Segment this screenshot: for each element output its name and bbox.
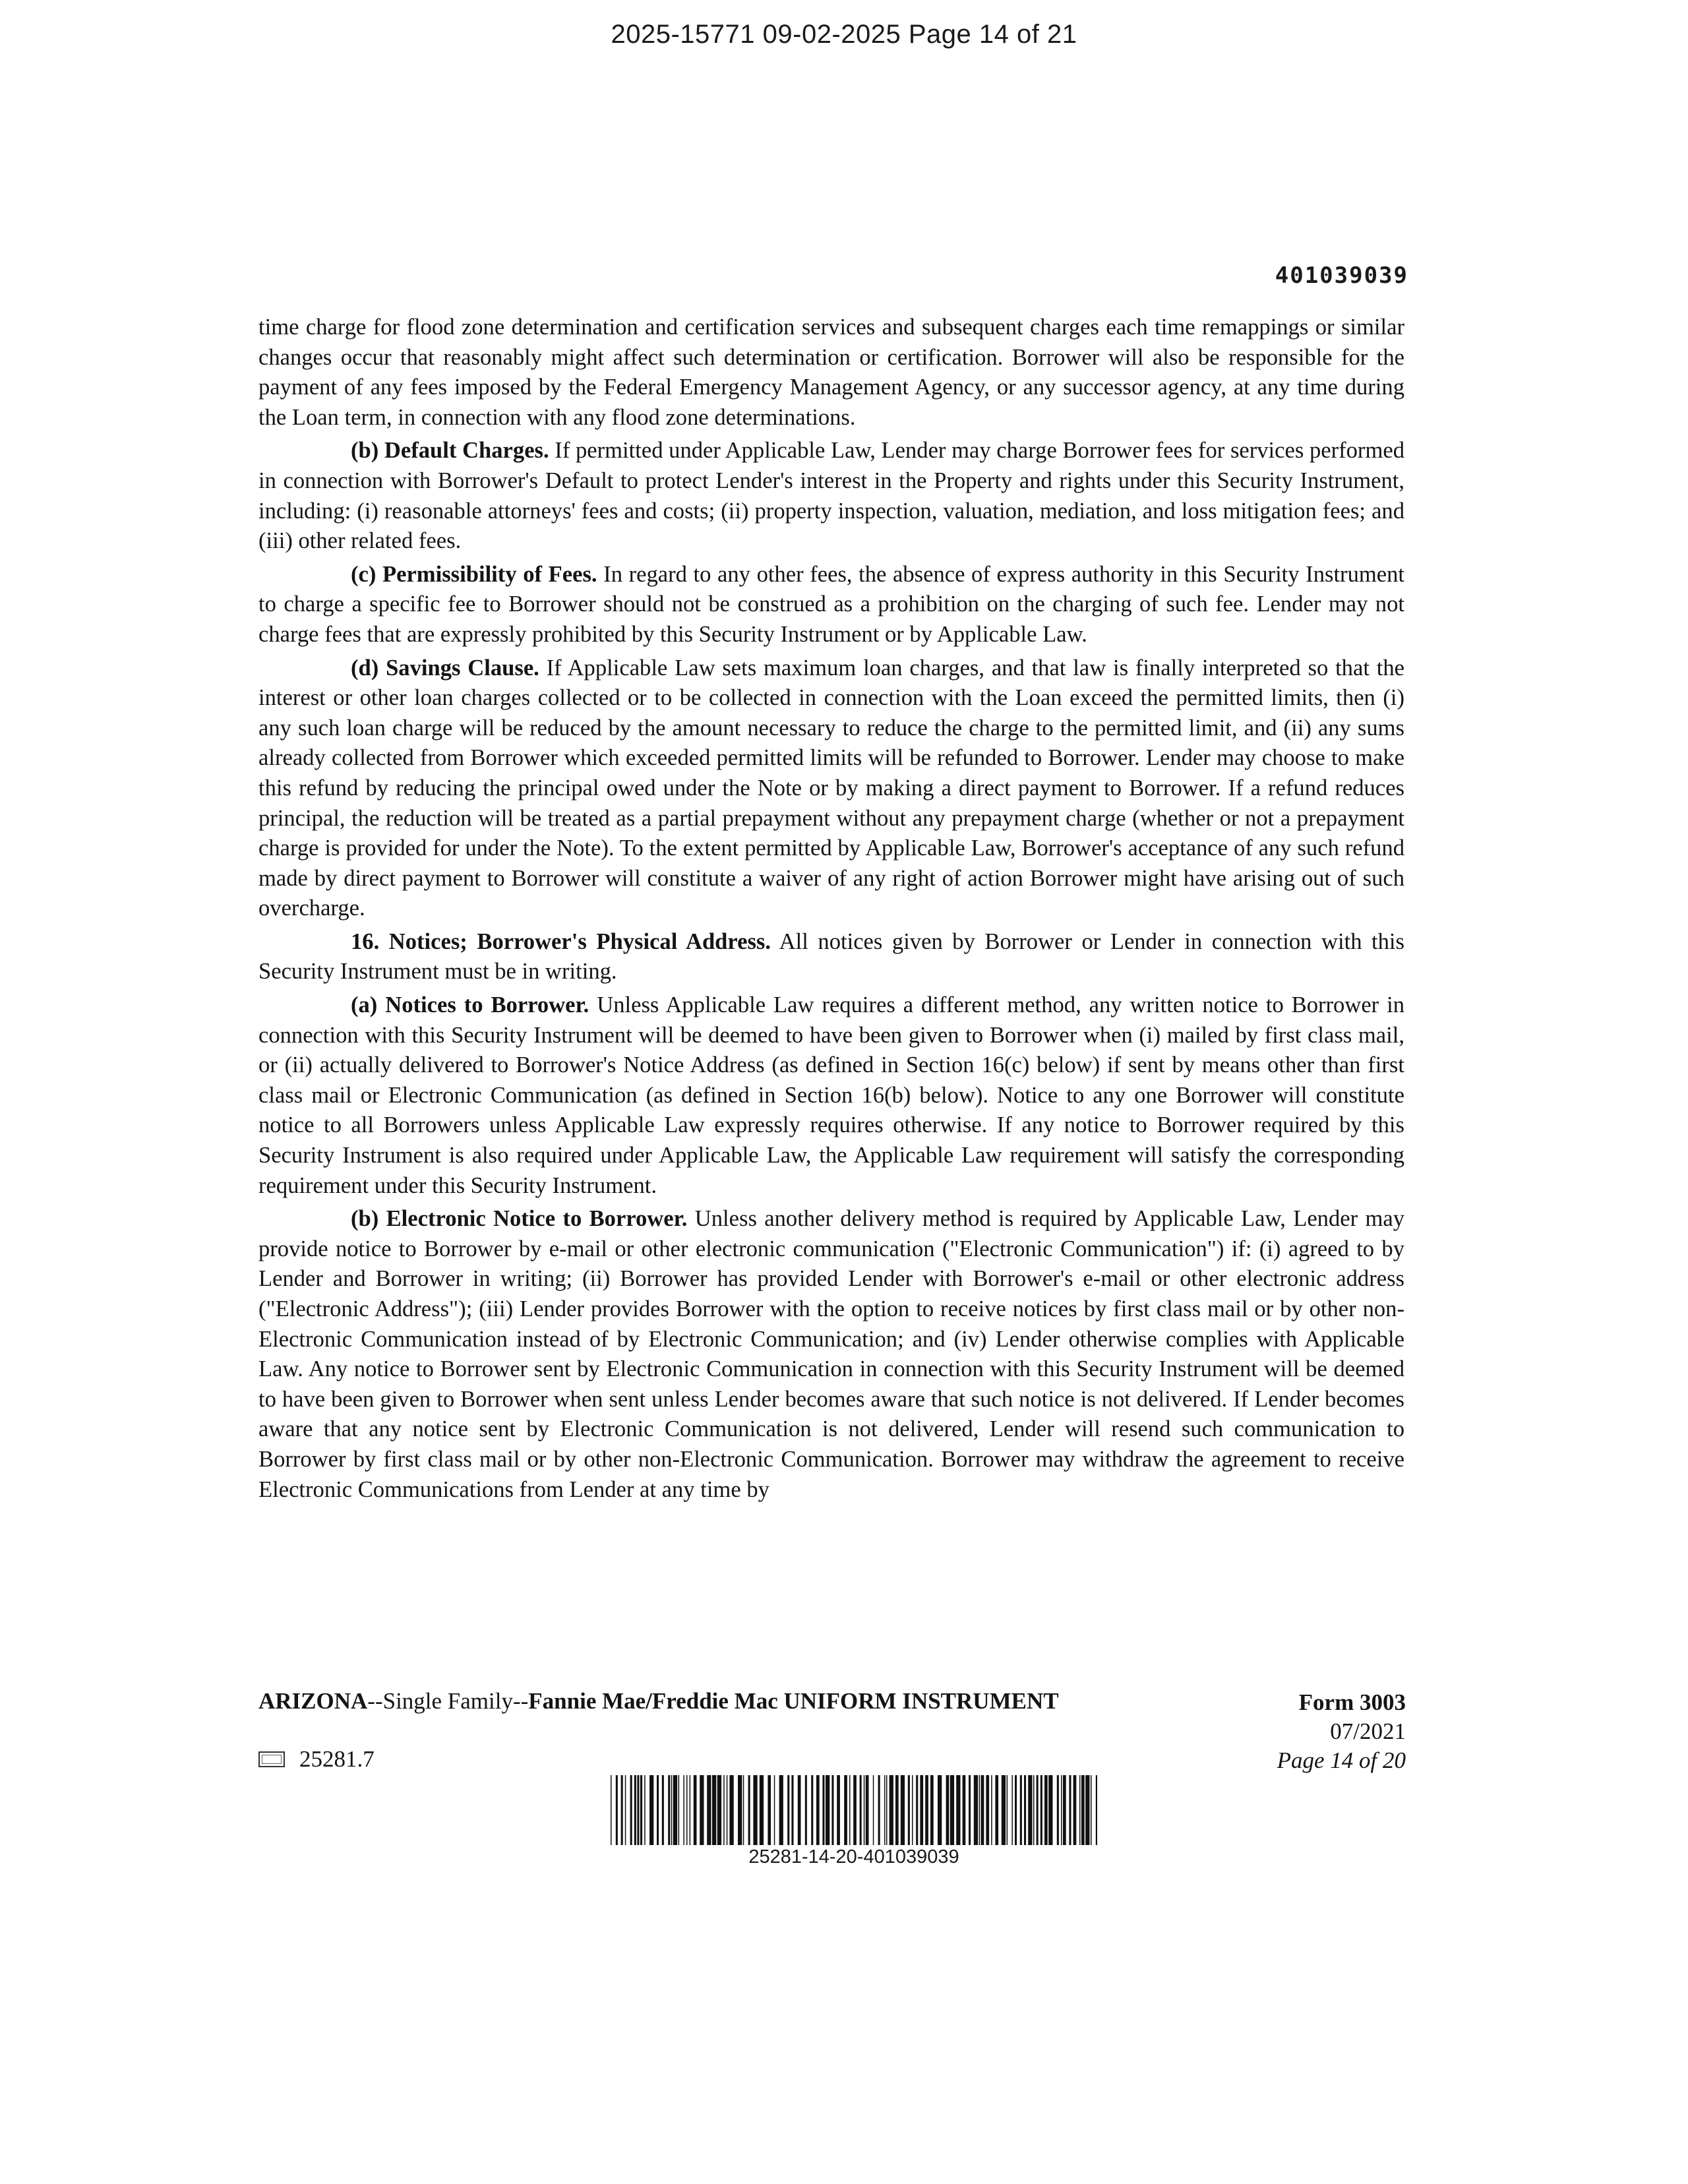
barcode-bar [723,1775,725,1845]
barcode-bar [864,1775,865,1845]
barcode-bar [1020,1775,1022,1845]
barcode-bar [686,1775,688,1845]
footer-state: ARIZONA [258,1688,368,1714]
paragraph-notices [258,927,1404,987]
text-electronic-notice: Unless another delivery method is required by Applicable Law, Lender may provide notice to Borrower by e-mail or other electronic communication ("Electronic Communication") if: (i) agreed to by Lender and Borrower in writing; (ii) Borrower has provided Lender with Borrower's e-mail or other electronic address ("Electronic Address"); (iii) Lender provides Borrower with the option to receive notices by first class mail or by other non-Electronic Communication instead of by Electronic Communication; and (iv) Lender otherwise complies with Applicable Law. Any notice to Borrower sent by Electronic Communication in connection with this Security Instrument will be deemed to have been given to Borrower when sent unless Lender becomes aware that such notice is not delivered. If Lender becomes aware that any notice sent by Electronic Communication is not delivered, Lender will resend such communication to Borrower by first class mail or by other non-Electronic Communication. Borrower may withdraw the agreement to receive Electronic Communications from Lender at any time by [258,1206,1404,1502]
barcode-bar [1002,1775,1006,1845]
barcode-bar [649,1775,653,1845]
barcode-bar [920,1775,923,1845]
barcode-bar [878,1775,880,1845]
barcode-bar [1015,1775,1017,1845]
barcode-bar [849,1775,851,1845]
form-page-number: Page 14 of 20 [1277,1747,1406,1773]
barcode-bar [986,1775,989,1845]
form-date: 07/2021 [1330,1718,1406,1744]
barcode-bar [981,1775,984,1845]
barcode-bar [738,1775,742,1845]
loan-number: 401039039 [1275,262,1408,289]
barcode-bar [678,1775,680,1845]
heading-notices-to-borrower: (a) Notices to Borrower. [351,992,589,1018]
barcode-bar [805,1775,807,1845]
barcode-bar [950,1775,954,1845]
barcode-bar [1057,1775,1059,1845]
barcode-bar [1040,1775,1042,1845]
barcode-bar [991,1775,992,1845]
barcode-bar [1011,1775,1013,1845]
barcode-bar [637,1775,639,1845]
footer-separator: --Single Family-- [367,1688,529,1714]
barcode-bar [700,1775,704,1845]
barcode-bar [611,1775,612,1845]
heading-permissibility-of-fees: (c) Permissibility of Fees. [351,561,597,587]
barcode-bar [753,1775,757,1845]
recording-stamp: 2025-15771 09-02-2025 Page 14 of 21 [611,20,1077,49]
barcode-bar [946,1775,950,1845]
barcode-bar [727,1775,728,1845]
paragraph-notices-to-borrower [258,990,1404,1201]
text-permissibility-of-fees: In regard to any other fees, the absence of express authority in this Security Instrument to charge a specific fee to Borrower should not be construed as a prohibition on the charging of such fee. Lender may not charge fees that are expressly prohibited by this Security Instrument or by Applicable Law. [258,561,1404,647]
paragraph-permissibility-of-fees [258,560,1404,650]
document-body [258,313,1404,1508]
barcode-bar [748,1775,750,1845]
barcode-bar [690,1775,691,1845]
barcode-bar [866,1775,869,1845]
heading-savings-clause: (d) Savings Clause. [351,655,539,681]
barcode-bar [1073,1775,1077,1845]
barcode-text: 25281-14-20-401039039 [748,1846,959,1867]
barcode-bar [1037,1775,1039,1845]
heading-electronic-notice: (b) Electronic Notice to Borrower. [351,1206,688,1232]
barcode-bar [895,1775,899,1845]
barcode-bar [694,1775,697,1845]
barcode-bar [630,1775,632,1845]
barcode-bar [768,1775,771,1845]
barcode-bar [798,1775,801,1845]
barcode-bar [826,1775,829,1845]
barcode-bar [853,1775,857,1845]
barcode-bar [873,1775,874,1845]
paragraph-flood-zone: time charge for flood zone determination and certification services and subsequent charges each time remappings or similar changes occur that reasonably might affect such determination or certification. Borrower will also be responsible for the payment of any fees imposed by the Federal Emergency Management Agency, or any successor agency, at any time during the Loan term, in connection with any flood zone determinations. [258,315,1404,430]
barcode-bar [1085,1775,1089,1845]
heading-default-charges: (b) Default Charges. [351,438,549,464]
barcode-bar [1081,1775,1085,1845]
barcode-bar [822,1775,824,1845]
paragraph-savings-clause [258,653,1404,924]
barcode-bar [760,1775,764,1845]
barcode-bar [662,1775,664,1845]
barcode-bar [1091,1775,1092,1845]
barcode-bar [969,1775,971,1845]
barcode-bar [995,1775,998,1845]
barcode-bar [787,1775,789,1845]
barcode-bar [616,1775,618,1845]
barcode-bar [717,1775,721,1845]
barcode-bar [816,1775,820,1845]
barcode-bar [844,1775,847,1845]
barcode-bar [860,1775,862,1845]
text-default-charges: If permitted under Applicable Law, Lender may charge Borrower fees for services performed in connection with Borrower's Default to protect Lender's interest in the Property and rights under this Security Instrument, including: (i) reasonable attorneys' fees and costs; (ii) property inspection, valuation, mediation, and loss mitigation fees; and (iii) other related fees. [258,438,1404,554]
barcode-bar [963,1775,966,1845]
form-code [258,1746,375,1773]
barcode-bar [956,1775,960,1845]
barcode-bar [979,1775,980,1845]
barcode-bar [1028,1775,1032,1845]
barcode-bar [743,1775,744,1845]
barcode-bar [901,1775,905,1845]
barcode-bar [925,1775,928,1845]
paragraph-default-charges [258,436,1404,556]
barcode-bar [1044,1775,1048,1845]
form-name: Form 3003 [1298,1689,1406,1715]
barcode-bar [938,1775,942,1845]
barcode-bar [1063,1775,1066,1845]
form-info [1277,1688,1406,1775]
barcode-bar [634,1775,636,1845]
barcode-bar [1079,1775,1081,1845]
barcode-bar [886,1775,888,1845]
barcode-bar [811,1775,813,1845]
barcode-bar [1061,1775,1062,1845]
barcode-bar [779,1775,783,1845]
barcode-bar [889,1775,893,1845]
barcode-bar [974,1775,978,1845]
barcode-bar [912,1775,913,1845]
barcode-bar [673,1775,677,1845]
barcode-bar [1007,1775,1008,1845]
barcode-bar [712,1775,716,1845]
barcode-bar [1048,1775,1052,1845]
barcode-bar [1069,1775,1071,1845]
text-savings-clause: If Applicable Law sets maximum loan charges, and that law is finally interpreted so that the interest or other loan charges collected or to be collected in connection with the Loan exceed the permitted limits, then (i) any such loan charge will be reduced by the amount necessary to reduce the charge to the permitted limit, and (ii) any sums already collected from Borrower which exceeded permitted limits will be refunded to Borrower. Lender may choose to make this refund by reducing the principal owed under the Note or by making a direct payment to Borrower. If a refund reduces principal, the reduction will be treated as a partial prepayment without any prepayment charge (whether or not a prepayment charge is provided for under the Note). To the extent permitted by Applicable Law, Borrower's acceptance of any such refund made by direct payment to Borrower will constitute a waiver of any right of action Borrower might have arising out of such overcharge. [258,655,1404,921]
barcode-bar [668,1775,670,1845]
barcode-bar [774,1775,775,1845]
footer-instrument: Fannie Mae/Freddie Mac UNIFORM INSTRUMENT [528,1688,1059,1714]
barcode-bar [640,1775,642,1845]
text-notices-to-borrower: Unless Applicable Law requires a different method, any written notice to Borrower in connection with this Security Instrument will be deemed to have been given to Borrower when (i) mailed by first class mail, or (ii) actually delivered to Borrower's Notice Address (as defined in Section 16(c) below) if sent by means other than first class mail or Electronic Communication (as defined in Section 16(b) below). Notice to any one Borrower will constitute notice to all Borrowers unless Applicable Law expressly requires otherwise. If any notice to Borrower required by this Security Instrument is also required under Applicable Law, the Applicable Law requirement will satisfy the corresponding requirement under this Security Instrument. [258,992,1405,1198]
barcode-bar [916,1775,918,1845]
barcode-icon [608,1775,1100,1845]
barcode-bar [644,1775,646,1845]
barcode-bar [671,1775,673,1845]
barcode-bar [831,1775,833,1845]
text-notices: All notices given by Borrower or Lender in connection with this Security Instrument must be in writing. [258,928,1404,985]
barcode-bar [1033,1775,1035,1845]
barcode-bar [683,1775,684,1845]
barcode-bar [657,1775,659,1845]
barcode-bar [884,1775,886,1845]
barcode-bar [729,1775,733,1845]
barcode-bar [791,1775,793,1845]
barcode-bar [625,1775,626,1845]
barcode-bar [707,1775,711,1845]
barcode-bar [930,1775,934,1845]
barcode-bar [908,1775,910,1845]
paragraph-electronic-notice [258,1204,1404,1505]
form-code-number: 25281.7 [299,1746,375,1772]
barcode-bar [621,1775,623,1845]
heading-notices: 16. Notices; Borrower's Physical Address. [351,928,771,954]
ellie-mae-icon [258,1751,285,1767]
barcode-bar [837,1775,840,1845]
barcode-bar [1096,1775,1097,1845]
barcode-bar [1024,1775,1026,1845]
barcode [608,1775,1100,1868]
footer-instrument-title [258,1688,1059,1714]
